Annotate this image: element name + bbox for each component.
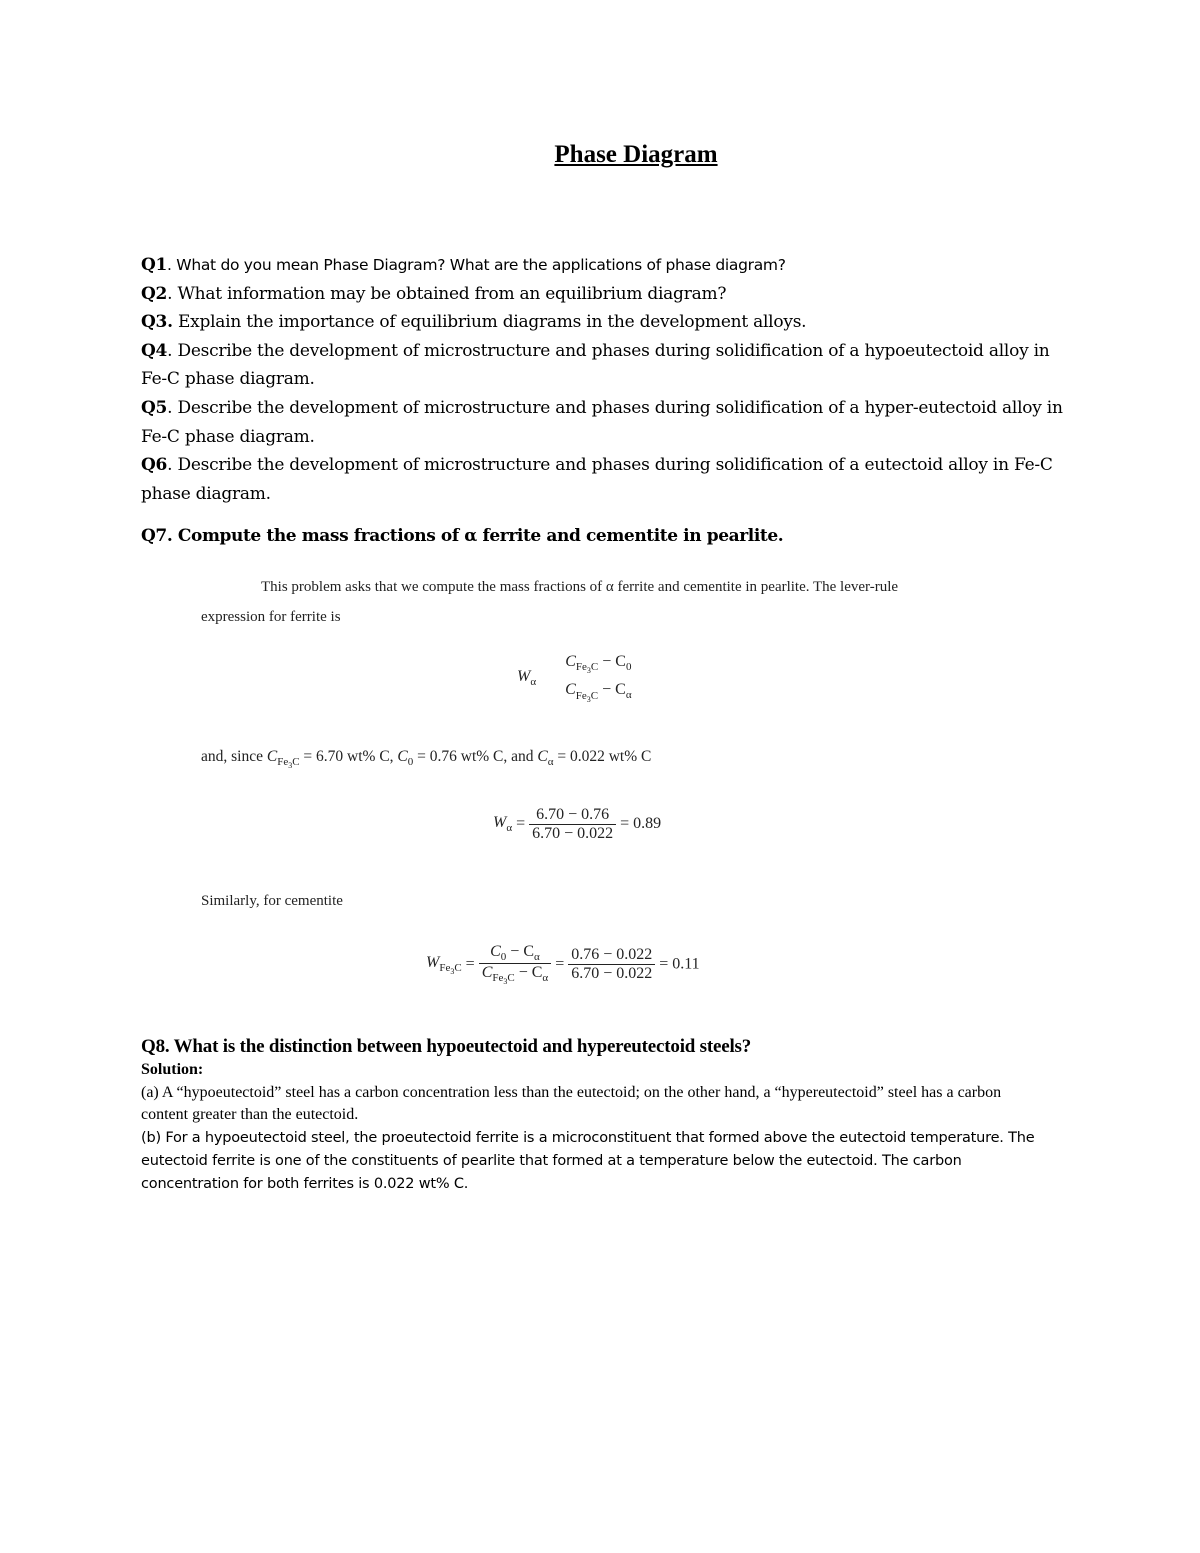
minus-c: − C [506,943,534,960]
question-number: Q2 [141,283,168,304]
question-6 [141,451,1071,508]
ferrite-fraction [529,806,616,843]
c-subscript: 0 [500,951,507,964]
fraction-numerator [562,653,634,675]
subscript-digit: 3 [503,977,508,987]
since-prefix: and, since [201,748,267,765]
question-text: . Describe the development of microstructure and phases during solidification of a eutectoid alloy in Fe-C phase diagram. [141,455,1053,504]
fraction-denominator [562,681,634,703]
ferrite-fraction-equation [493,806,661,843]
question-text: . What information may be obtained from an equilibrium diagram? [167,283,727,304]
c-symbol: C [565,653,576,670]
question-number: Q5 [141,397,168,418]
question-list [141,251,1071,508]
c-symbol: C [266,748,278,765]
c-symbol: C [490,943,501,960]
question-3 [141,308,1071,337]
subscript-digit: 3 [586,694,591,704]
question-number: Q1 [141,255,168,275]
minus-c: − C [514,964,543,982]
page-title: Phase Diagram [554,141,718,168]
answer-part-b: (b) For a hypoeutectoid steel, the proeutectoid ferrite is a microconstituent that formed above the eutectoid temperature. The eutectoid ferrite is one of the constituents of pearlite that formed at a temperature below the eutectoid. The carbon concentration for both ferrites is 0.022 wt% C. [141,1130,1035,1192]
question-1 [141,251,1071,280]
question-text: . Describe the development of microstructure and phases during solidification of a hyper-eutectoid alloy in Fe-C phase diagram. [141,397,1063,447]
cementite-fraction-equation [426,943,700,987]
c-subscript: α [542,972,549,985]
ferrite-result: = 0.89 [616,815,662,833]
equals-sign: = [551,955,569,973]
c-subscript: α [547,756,554,769]
question-number: Q3. [141,312,173,333]
question-8-heading: Q8. What is the distinction between hypoeutectoid and hypereutectoid steels? [141,1036,752,1057]
question-2 [141,280,1071,309]
c-symbol: C [537,748,548,765]
w-symbol: W [517,668,531,686]
c-subscript: α [625,689,632,702]
c-subscript: Fe3C [492,972,515,987]
value-text: = 0.76 wt% C, and [413,748,538,765]
equation-lhs [493,814,512,834]
question-text: . What do you mean Phase Diagram? What are the applications of phase diagram? [167,256,786,274]
fraction-denominator: 6.70 − 0.022 [568,964,655,983]
c-symbol: C [565,681,576,699]
equation-lhs [426,954,462,976]
cementite-result: = 0.11 [655,955,700,973]
fraction-numerator: 0.76 − 0.022 [571,946,653,964]
c-symbol: C [397,748,408,765]
given-values-line [201,748,651,770]
lever-rule-fraction [562,653,634,704]
c-subscript: α [534,951,540,964]
w-symbol: W [426,953,440,971]
subscript-digit: 3 [450,966,455,976]
question-number: Q4 [141,340,168,361]
lever-rule-equation [517,653,635,704]
cementite-symbolic-fraction [479,943,551,987]
question-number: Q6 [141,455,168,476]
cementite-numeric-fraction [568,946,655,983]
c-subscript: Fe3C [575,661,599,676]
question-4 [141,337,1071,394]
w-subscript: Fe3C [439,961,462,976]
subscript-digit: 3 [288,761,293,771]
subscript-digit: 3 [586,666,591,676]
solution-intro-line-1: This problem asks that we compute the mass fractions of α ferrite and cementite in pearlite. The lever-rule [261,579,899,595]
question-text: Explain the importance of equilibrium diagrams in the development alloys. [172,312,807,333]
equals-sign: = [512,815,530,833]
value-text: = 0.022 wt% C [553,748,652,765]
question-7-heading: Q7. Compute the mass fractions of α ferrite and cementite in pearlite. [141,526,784,546]
question-5 [141,394,1071,451]
w-subscript: α [506,822,513,835]
similarly-line: Similarly, for cementite [201,893,343,909]
fraction-numerator: 6.70 − 0.76 [536,806,610,823]
solution-label: Solution: [141,1060,204,1078]
question-8-section [141,1036,1041,1196]
c-subscript: Fe3C [575,689,599,704]
minus-c: − C [598,681,626,699]
answer-part-a: (a) A “hypoeutectoid” steel has a carbon concentration less than the eutectoid; on the other hand, a “hypereutectoid” steel has a carbon content greater than the eutectoid. [141,1083,1002,1124]
w-subscript: α [530,676,537,689]
question-text: . Describe the development of microstructure and phases during solidification of a hypoeutectoid alloy in Fe-C phase diagram. [141,340,1050,390]
solution-intro-line-2: expression for ferrite is [201,609,341,625]
fraction-denominator: 6.70 − 0.022 [529,824,616,843]
fraction-denominator [479,963,551,986]
equals-sign: = [461,955,479,973]
fraction-numerator [479,943,551,963]
c-subscript: 0 [625,661,632,674]
c-symbol: C [481,964,493,982]
equation-lhs [517,668,536,688]
value-text: = 6.70 wt% C, [299,748,398,765]
w-symbol: W [493,814,507,832]
minus-c: − C [598,653,626,670]
c-subscript: 0 [407,756,414,769]
c-subscript: Fe3C [277,756,300,771]
